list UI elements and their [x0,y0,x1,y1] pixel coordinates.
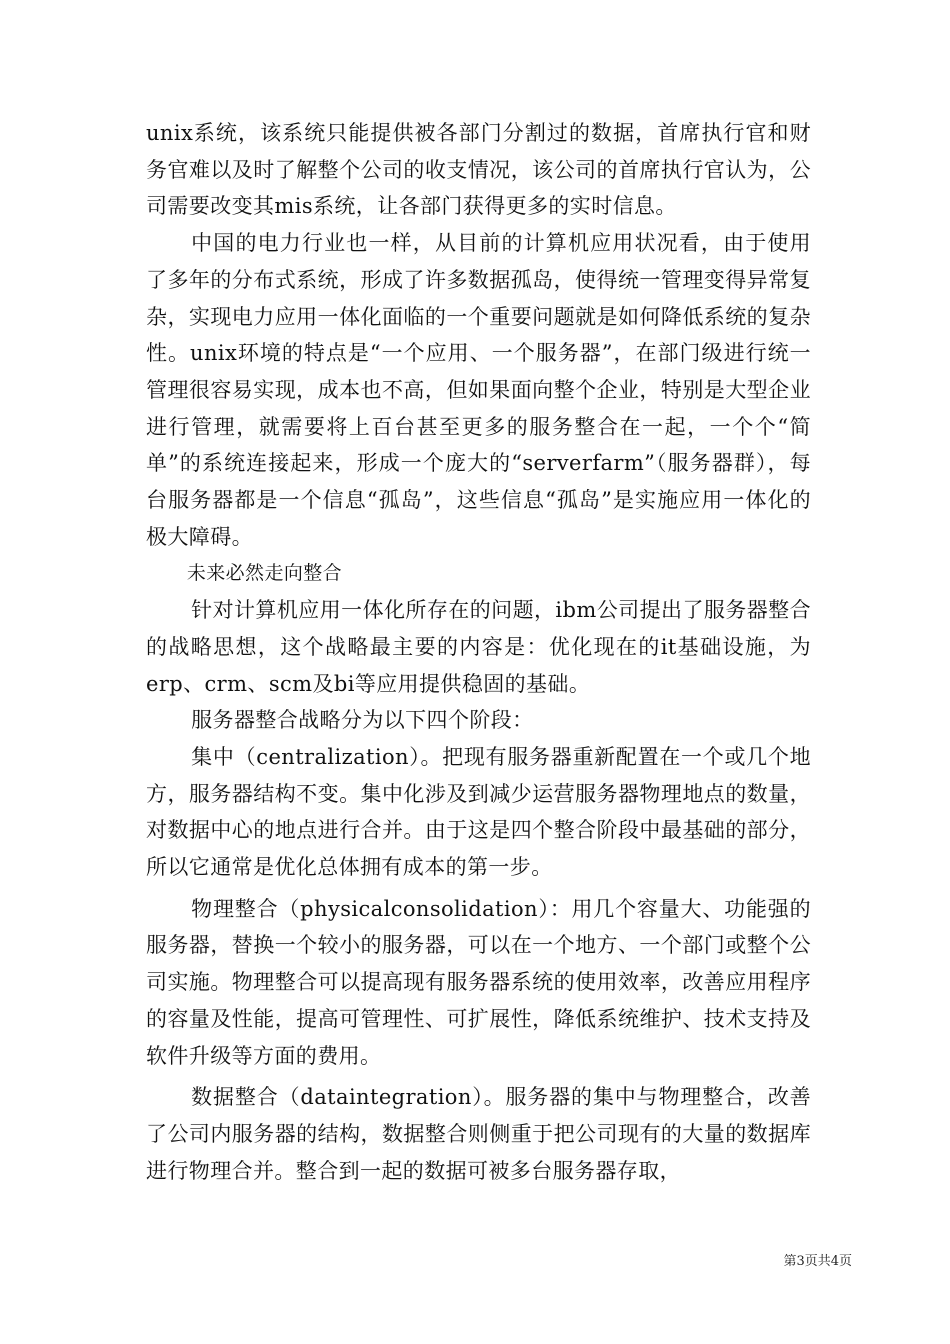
paragraph-centralization: 集中（centralization）。把现有服务器重新配置在一个或几个地方，服务器结构不变。集中化涉及到减少运营服务器物理地点的数量，对数据中心的地点进行合并。由于这是四个整合阶段中最基础的部分，所以它通常是优化总体拥有成本的第一步。 [146,744,811,880]
page-number: 第3页共4页 [783,1254,852,1269]
paragraph-power-industry: 中国的电力行业也一样，从目前的计算机应用状况看，由于使用了多年的分布式系统，形成了许多数据孤岛，使得统一管理变得异常复杂，实现电力应用一体化面临的一个重要问题就是如何降低系统的复杂性。unix环境的特点是“一个应用、一个服务器”，在部门级进行统一管理很容易实现，成本也不高，但如果面向整个企业，特别是大型企业进行管理，就需要将上百台甚至更多的服务整合在一起，一个个“简单”的系统连接起来，形成一个庞大的“serverfarm”（服务器群），每台服务器都是一个信息“孤岛”，这些信息“孤岛”是实施应用一体化的极大障碍。 [146,231,811,549]
paragraph-ibm-strategy: 针对计算机应用一体化所存在的问题，ibm公司提出了服务器整合的战略思想，这个战略最主要的内容是：优化现在的it基础设施，为erp、crm、scm及bi等应用提供稳固的基础。 [146,598,811,696]
paragraph-physical-consolidation: 物理整合（physicalconsolidation）：用几个容量大、功能强的服务器，替换一个较小的服务器，可以在一个地方、一个部门或整个公司实施。物理整合可以提高现有服务器系统的使用效率，改善应用程序的容量及性能，提高可管理性、可扩展性，降低系统维护、技术支持及软件升级等方面的费用。 [146,896,811,1068]
paragraph-data-integration: 数据整合（dataintegration）。服务器的集中与物理整合，改善了公司内服务器的结构，数据整合则侧重于把公司现有的大量的数据库进行物理合并。整合到一起的数据可被多台服务器存取， [146,1085,811,1183]
paragraph-continuation: unix系统，该系统只能提供被各部门分割过的数据，首席执行官和财务官难以及时了解整个公司的收支情况，该公司的首席执行官认为，公司需要改变其mis系统，让各部门获得更多的实时信息。 [146,121,811,219]
document-body [146,115,811,1189]
section-heading: 未来必然走向整合 [186,562,343,585]
paragraph-four-stages: 服务器整合战略分为以下四个阶段： [191,708,534,733]
